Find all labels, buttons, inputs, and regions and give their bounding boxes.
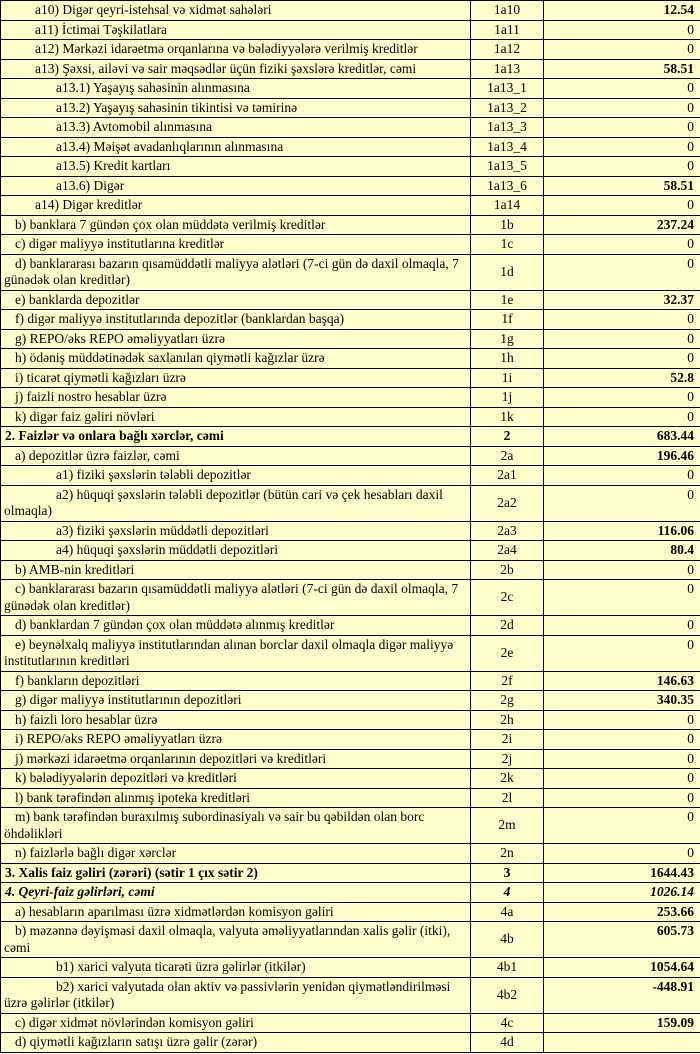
row-label: c) digər maliyyə institutlarına kreditlər xyxy=(1,235,471,255)
table-row xyxy=(1,485,700,521)
row-code: 1d xyxy=(471,254,544,290)
row-value: 0 xyxy=(544,137,700,157)
table-row xyxy=(1,521,700,541)
table-row xyxy=(1,349,700,369)
row-label: a) depozitlər üzrə faizlər, cəmi xyxy=(1,446,471,466)
table-row xyxy=(1,137,700,157)
row-value: 0 xyxy=(544,844,700,864)
row-label: 3. Xalis faiz gəliri (zərəri) (sətir 1 çıx sətir 2) xyxy=(1,863,471,883)
row-code: 4 xyxy=(471,883,544,903)
row-value: 0 xyxy=(544,407,700,427)
row-value: 0 xyxy=(544,349,700,369)
row-label: c) digər xidmət növlərindən komisyon gəliri xyxy=(1,1013,471,1033)
row-label: b) banklara 7 gündən çox olan müddətə verilmiş kreditlər xyxy=(1,215,471,235)
row-label: d) qiymətli kağızların satışı üzrə gəlir (zərər) xyxy=(1,1033,471,1053)
row-code: 2d xyxy=(471,616,544,636)
row-code: 1c xyxy=(471,235,544,255)
row-label: a13.4) Məişət avadanlıqlarının alınmasına xyxy=(1,137,471,157)
row-label: j) faizli nostro hesablar üzrə xyxy=(1,388,471,408)
row-label: m) bank tərəfindən buraxılmış subordinasiyalı və sair bu qəbildən olan borc öhdəlikləri xyxy=(1,808,471,844)
row-code: 2l xyxy=(471,788,544,808)
row-value: 0 xyxy=(544,808,700,844)
row-label: l) bank tərəfindən alınmış ipoteka kreditləri xyxy=(1,788,471,808)
row-code: 1a13_5 xyxy=(471,157,544,177)
row-value: 0 xyxy=(544,310,700,330)
row-code: 1a11 xyxy=(471,20,544,40)
table-row xyxy=(1,427,700,447)
row-label: a14) Digər kreditlər xyxy=(1,196,471,216)
table-row xyxy=(1,560,700,580)
row-value xyxy=(544,1033,700,1053)
row-label: e) banklarda depozitlər xyxy=(1,290,471,310)
table-row xyxy=(1,40,700,60)
table-row xyxy=(1,710,700,730)
row-code: 1e xyxy=(471,290,544,310)
row-label: a13.2) Yaşayış sahəsinin tikintisi və təmirinə xyxy=(1,98,471,118)
row-value: 0 xyxy=(544,788,700,808)
row-label: a13.1) Yaşayış sahəsinin alınmasına xyxy=(1,79,471,99)
row-value: 0 xyxy=(544,79,700,99)
row-label: f) digər maliyyə institutlarında depozitlər (banklardan başqa) xyxy=(1,310,471,330)
row-label: a1) fiziki şəxslərin tələbli depozitlər xyxy=(1,466,471,486)
row-value: 253.66 xyxy=(544,902,700,922)
row-value: 0 xyxy=(544,98,700,118)
row-code: 2k xyxy=(471,769,544,789)
row-code: 2a2 xyxy=(471,485,544,521)
row-code: 2b xyxy=(471,560,544,580)
row-value: 0 xyxy=(544,635,700,671)
row-code: 2i xyxy=(471,730,544,750)
row-value: 146.63 xyxy=(544,671,700,691)
row-code: 2g xyxy=(471,691,544,711)
row-code: 2e xyxy=(471,635,544,671)
table-row xyxy=(1,1033,700,1053)
row-code: 1a14 xyxy=(471,196,544,216)
table-row xyxy=(1,671,700,691)
row-code: 2a4 xyxy=(471,541,544,561)
row-code: 1a13_2 xyxy=(471,98,544,118)
row-value: 159.09 xyxy=(544,1013,700,1033)
table-row xyxy=(1,922,700,958)
row-value: 0 xyxy=(544,388,700,408)
table-row xyxy=(1,118,700,138)
row-code: 1b xyxy=(471,215,544,235)
table-row xyxy=(1,616,700,636)
table-row xyxy=(1,388,700,408)
table-row xyxy=(1,176,700,196)
row-label: d) banklararası bazarın qısamüddətli maliyyə alətləri (7-ci gün də daxil olmaqla, 7 günədək olan kreditlər) xyxy=(1,254,471,290)
row-code: 2c xyxy=(471,580,544,616)
table-row xyxy=(1,808,700,844)
row-code: 1a13_4 xyxy=(471,137,544,157)
row-label: a13.5) Kredit kartları xyxy=(1,157,471,177)
row-value: 32.37 xyxy=(544,290,700,310)
row-code: 3 xyxy=(471,863,544,883)
row-code: 1h xyxy=(471,349,544,369)
row-code: 2j xyxy=(471,749,544,769)
row-code: 1a13_1 xyxy=(471,79,544,99)
table-row xyxy=(1,977,700,1013)
row-code: 4a xyxy=(471,902,544,922)
table-row xyxy=(1,157,700,177)
row-label: a2) hüquqi şəxslərin tələbli depozitlər (bütün cari və çek hesabları daxil olmaqla) xyxy=(1,485,471,521)
table-row xyxy=(1,20,700,40)
row-value: 0 xyxy=(544,580,700,616)
table-row xyxy=(1,635,700,671)
row-value: 0 xyxy=(544,235,700,255)
row-value: 0 xyxy=(544,560,700,580)
table-row xyxy=(1,290,700,310)
row-value: 683.44 xyxy=(544,427,700,447)
row-value: 0 xyxy=(544,485,700,521)
row-code: 1i xyxy=(471,368,544,388)
row-value: 0 xyxy=(544,196,700,216)
row-code: 2a1 xyxy=(471,466,544,486)
table-row xyxy=(1,407,700,427)
table-row xyxy=(1,749,700,769)
row-value: 1054.64 xyxy=(544,958,700,978)
row-label: n) faizlərlə bağlı digər xərclər xyxy=(1,844,471,864)
row-label: a10) Digər qeyri-istehsal və xidmət sahələri xyxy=(1,1,471,21)
row-label: a13.3) Avtomobil alınmasına xyxy=(1,118,471,138)
row-label: c) banklararası bazarın qısamüddətli maliyyə alətləri (7-ci gün də daxil olmaqla, 7 günədək olan kreditlər) xyxy=(1,580,471,616)
row-code: 1a12 xyxy=(471,40,544,60)
row-code: 4b1 xyxy=(471,958,544,978)
row-label: a) hesabların aparılması üzrə xidmətlərdən komisyon gəliri xyxy=(1,902,471,922)
row-code: 1j xyxy=(471,388,544,408)
row-value: 237.24 xyxy=(544,215,700,235)
row-code: 1a13_3 xyxy=(471,118,544,138)
table-row xyxy=(1,863,700,883)
row-value: 0 xyxy=(544,329,700,349)
row-value: 0 xyxy=(544,40,700,60)
table-row xyxy=(1,98,700,118)
table-row xyxy=(1,788,700,808)
table-row xyxy=(1,466,700,486)
row-code: 1a10 xyxy=(471,1,544,21)
table-row xyxy=(1,196,700,216)
row-label: b) məzənnə dəyişməsi daxil olmaqla, valyuta əməliyyatlarından xalis gəlir (itki), cəmi xyxy=(1,922,471,958)
row-value: 340.35 xyxy=(544,691,700,711)
row-label: b) AMB-nin kreditləri xyxy=(1,560,471,580)
row-value: 0 xyxy=(544,616,700,636)
table-row xyxy=(1,580,700,616)
row-code: 2a3 xyxy=(471,521,544,541)
row-code: 4b xyxy=(471,922,544,958)
row-label: i) REPO/əks REPO əməliyyatları üzrə xyxy=(1,730,471,750)
row-value: 0 xyxy=(544,749,700,769)
row-label: 4. Qeyri-faiz gəlirləri, cəmi xyxy=(1,883,471,903)
table-row xyxy=(1,769,700,789)
row-value: 1644.43 xyxy=(544,863,700,883)
row-value: -448.91 xyxy=(544,977,700,1013)
row-value: 1026.14 xyxy=(544,883,700,903)
row-label: 2. Faizlər və onlara bağlı xərclər, cəmi xyxy=(1,427,471,447)
row-value: 0 xyxy=(544,769,700,789)
table-row xyxy=(1,541,700,561)
row-code: 2 xyxy=(471,427,544,447)
row-label: g) digər maliyyə institutlarının depozitləri xyxy=(1,691,471,711)
row-label: a3) fiziki şəxslərin müddətli depozitləri xyxy=(1,521,471,541)
row-value: 605.73 xyxy=(544,922,700,958)
row-label: i) ticarət qiymətli kağızları üzrə xyxy=(1,368,471,388)
row-label: a12) Mərkəzi idarəetmə orqanlarına və bələdiyyələrə verilmiş kreditlər xyxy=(1,40,471,60)
row-code: 4b2 xyxy=(471,977,544,1013)
table-row xyxy=(1,446,700,466)
row-value: 0 xyxy=(544,118,700,138)
row-label: h) faizli loro hesablar üzrə xyxy=(1,710,471,730)
row-value: 116.06 xyxy=(544,521,700,541)
row-label: k) digər faiz gəliri növləri xyxy=(1,407,471,427)
table-row xyxy=(1,902,700,922)
table-row xyxy=(1,844,700,864)
row-code: 2h xyxy=(471,710,544,730)
row-code: 2a xyxy=(471,446,544,466)
table-row xyxy=(1,958,700,978)
row-value: 0 xyxy=(544,730,700,750)
row-value: 0 xyxy=(544,710,700,730)
row-label: f) bankların depozitləri xyxy=(1,671,471,691)
row-label: k) bələdiyyələrin depozitləri və kreditləri xyxy=(1,769,471,789)
row-code: 1a13 xyxy=(471,59,544,79)
row-code: 1g xyxy=(471,329,544,349)
row-value: 0 xyxy=(544,466,700,486)
row-label: a13.6) Digər xyxy=(1,176,471,196)
row-label: b2) xarici valyutada olan aktiv və passivlərin yenidən qiymətləndirilməsi üzrə gəlirlər (itkilər) xyxy=(1,977,471,1013)
row-value: 0 xyxy=(544,157,700,177)
row-code: 1k xyxy=(471,407,544,427)
table-row xyxy=(1,329,700,349)
row-code: 2m xyxy=(471,808,544,844)
table-row xyxy=(1,59,700,79)
row-value: 52.8 xyxy=(544,368,700,388)
table-body xyxy=(1,1,700,1053)
table-row xyxy=(1,883,700,903)
table-row xyxy=(1,310,700,330)
row-label: b1) xarici valyuta ticarəti üzrə gəlirlər (itkilər) xyxy=(1,958,471,978)
row-label: j) mərkəzi idarəetmə orqanlarının depozitləri və kreditləri xyxy=(1,749,471,769)
row-value: 12.54 xyxy=(544,1,700,21)
table-row xyxy=(1,368,700,388)
row-code: 4d xyxy=(471,1033,544,1053)
table-row xyxy=(1,235,700,255)
row-code: 1a13_6 xyxy=(471,176,544,196)
row-code: 4c xyxy=(471,1013,544,1033)
table-row xyxy=(1,730,700,750)
row-value: 0 xyxy=(544,254,700,290)
row-value: 58.51 xyxy=(544,59,700,79)
row-label: a11) İctimai Təşkilatlara xyxy=(1,20,471,40)
row-code: 2f xyxy=(471,671,544,691)
table-row xyxy=(1,1,700,21)
table-row xyxy=(1,1013,700,1033)
table-row xyxy=(1,691,700,711)
row-value: 196.46 xyxy=(544,446,700,466)
row-value: 58.51 xyxy=(544,176,700,196)
row-label: a4) hüquqi şəxslərin müddətli depozitləri xyxy=(1,541,471,561)
row-label: e) beynəlxalq maliyyə institutlarından alınan borclar daxil olmaqla digər maliyyə institutlarının kreditləri xyxy=(1,635,471,671)
table-row xyxy=(1,215,700,235)
row-label: h) ödəniş müddətinədək saxlanılan qiymətli kağızlar üzrə xyxy=(1,349,471,369)
table-row xyxy=(1,79,700,99)
row-value: 80.4 xyxy=(544,541,700,561)
row-value: 0 xyxy=(544,20,700,40)
row-label: d) banklardan 7 gündən çox olan müddətə alınmış kreditlər xyxy=(1,616,471,636)
row-code: 2n xyxy=(471,844,544,864)
row-code: 1f xyxy=(471,310,544,330)
table-row xyxy=(1,254,700,290)
row-label: a13) Şəxsi, ailəvi və sair məqsədlər üçün fiziki şəxslərə kreditlər, cəmi xyxy=(1,59,471,79)
row-label: g) REPO/əks REPO əməliyyatları üzrə xyxy=(1,329,471,349)
